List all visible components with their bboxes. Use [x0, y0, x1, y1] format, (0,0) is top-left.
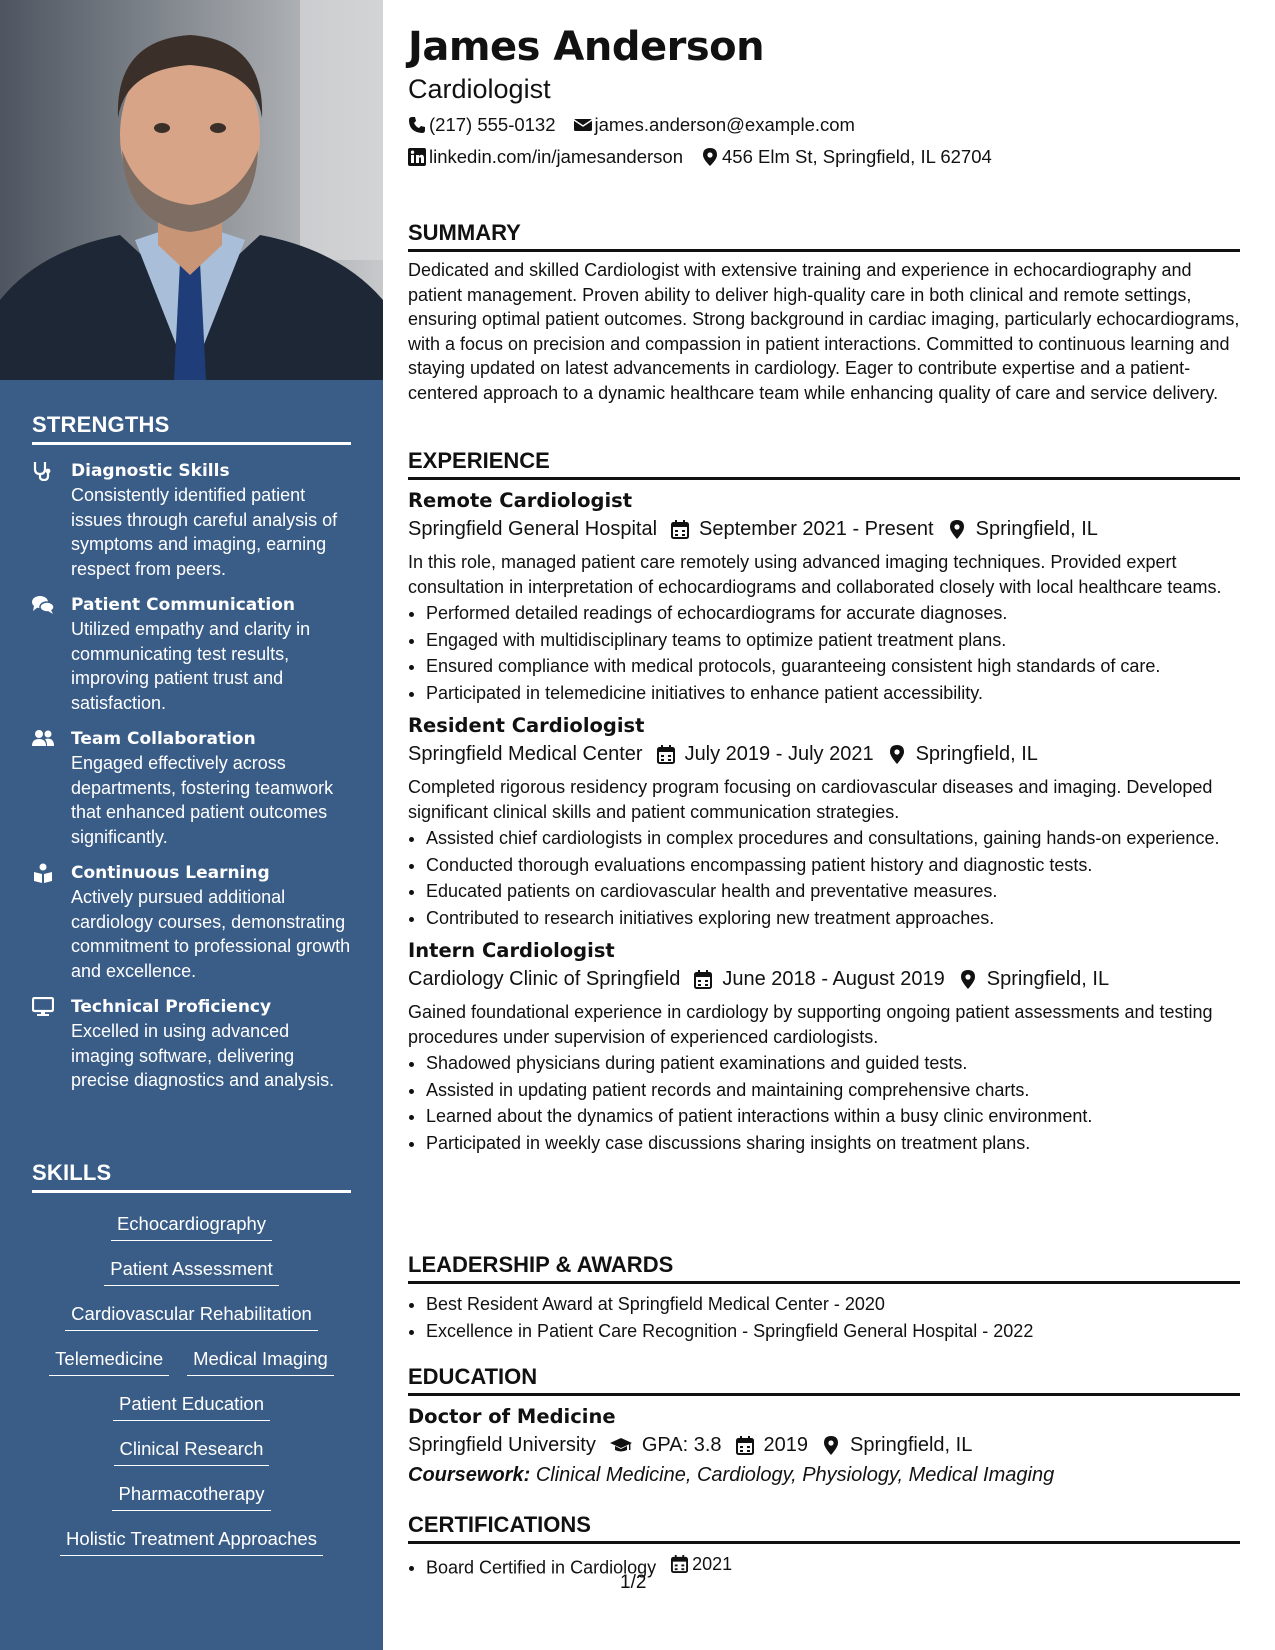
- job-entry: [408, 938, 1240, 1155]
- page-number: 1/2: [620, 1572, 647, 1593]
- job-meta: [408, 739, 1240, 769]
- strength-desc: Utilized empathy and clarity in communicating test results, improving patient trust and satisfaction.: [71, 619, 311, 713]
- job-bullet: • Participated in telemedicine initiatives to enhance patient accessibility.: [426, 681, 1240, 706]
- job-bullets: [408, 826, 1240, 930]
- profile-photo: [0, 0, 383, 380]
- job-bullet: • Contributed to research initiatives exploring new treatment approaches.: [426, 906, 1240, 931]
- job-bullet: • Ensured compliance with medical protocols, guaranteeing consistent high standards of care.: [426, 654, 1240, 679]
- skills-heading: SKILLS: [32, 1160, 351, 1193]
- address-contact: [701, 146, 992, 168]
- graduation-cap-icon: [610, 1436, 632, 1455]
- job-bullet: • Assisted in updating patient records and maintaining comprehensive charts.: [426, 1078, 1240, 1103]
- job-title: Remote Cardiologist: [408, 489, 633, 512]
- location-pin-icon: [959, 970, 977, 989]
- education-section: [408, 1364, 1240, 1490]
- education-heading: EDUCATION: [408, 1364, 1240, 1396]
- strength-title: Continuous Learning: [71, 863, 270, 883]
- users-icon: [32, 729, 54, 749]
- skill-tag: Cardiovascular Rehabilitation: [65, 1299, 318, 1331]
- email-contact[interactable]: [574, 114, 855, 136]
- skill-tag: Patient Assessment: [104, 1254, 278, 1286]
- job-entry: [408, 713, 1240, 930]
- job-bullet: • Learned about the dynamics of patient interactions within a busy clinic environment.: [426, 1104, 1240, 1129]
- job-bullet: • Assisted chief cardiologists in complex procedures and consultations, gaining hands-on experience.: [426, 826, 1240, 851]
- stethoscope-icon: [32, 461, 54, 481]
- education-location: [822, 1430, 972, 1460]
- summary-heading: SUMMARY: [408, 220, 1240, 252]
- linkedin-text: linkedin.com/in/jamesanderson: [429, 146, 683, 167]
- job-location-text: Springfield, IL: [915, 743, 1038, 765]
- phone-icon: [408, 116, 426, 134]
- certifications-section: [408, 1512, 1240, 1582]
- strength-item: [32, 861, 351, 983]
- calendar-icon: [671, 520, 689, 539]
- contact-row: [408, 146, 1010, 168]
- job-bullet: • Conducted thorough evaluations encompassing patient history and diagnostic tests.: [426, 853, 1240, 878]
- skill-tag: Telemedicine: [49, 1344, 169, 1376]
- job-bullet: • Educated patients on cardiovascular health and preventative measures.: [426, 879, 1240, 904]
- linkedin-icon: [408, 148, 426, 166]
- address-text: 456 Elm St, Springfield, IL 62704: [722, 146, 992, 167]
- strength-desc: Actively pursued additional cardiology courses, demonstrating commitment to professional growth and excellence.: [71, 887, 351, 981]
- job-location-text: Springfield, IL: [986, 968, 1110, 990]
- graduation-year: [736, 1430, 809, 1460]
- job-bullet: • Participated in weekly case discussions sharing insights on treatment plans.: [426, 1131, 1240, 1156]
- strength-item: [32, 727, 351, 849]
- skill-tag: Echocardiography: [111, 1209, 272, 1241]
- certifications-list: [408, 1552, 1240, 1580]
- summary-section: [408, 220, 1240, 405]
- monitor-icon: [32, 997, 54, 1017]
- job-bullet: • Shadowed physicians during patient examinations and guided tests.: [426, 1051, 1240, 1076]
- strength-title: Patient Communication: [71, 595, 296, 615]
- strength-item: [32, 593, 351, 715]
- year-text: 2019: [763, 1434, 809, 1456]
- school-name: Springfield University: [408, 1434, 596, 1456]
- skill-tag: Patient Education: [113, 1389, 270, 1421]
- job-dates: [671, 514, 934, 544]
- job-desc: Gained foundational experience in cardiology by supporting ongoing patient assessments and testing procedures under supervision of experienced cardiologists.: [408, 1002, 1213, 1047]
- degree-title: Doctor of Medicine: [408, 1405, 616, 1428]
- awards-heading: LEADERSHIP & AWARDS: [408, 1252, 1240, 1284]
- experience-section: [408, 448, 1240, 1157]
- coursework: [408, 1460, 1240, 1490]
- job-org: Springfield General Hospital: [408, 518, 658, 540]
- skill-tag: Clinical Research: [114, 1434, 270, 1466]
- envelope-icon: [574, 116, 592, 134]
- award-item: • Excellence in Patient Care Recognition - Springfield General Hospital - 2022: [426, 1319, 1240, 1344]
- award-item: • Best Resident Award at Springfield Medical Center - 2020: [426, 1292, 1240, 1317]
- calendar-icon: [671, 1555, 688, 1573]
- strength-title: Team Collaboration: [71, 729, 256, 749]
- location-pin-icon: [701, 148, 719, 166]
- job-meta: [408, 964, 1240, 994]
- job-desc: In this role, managed patient care remotely using advanced imaging techniques. Provided expert consultation in interpretation of echocardiograms and collaborated closely with local healthcare teams.: [408, 552, 1222, 597]
- coursework-text: Clinical Medicine, Cardiology, Physiology, Medical Imaging: [535, 1464, 1055, 1486]
- certification-item: [426, 1552, 1240, 1580]
- job-dates: [657, 739, 874, 769]
- contact-row: [408, 114, 873, 136]
- candidate-name: James Anderson: [408, 24, 765, 70]
- education-location-text: Springfield, IL: [850, 1434, 973, 1456]
- job-bullet: • Engaged with multidisciplinary teams to optimize patient treatment plans.: [426, 628, 1240, 653]
- job-entry: [408, 488, 1240, 705]
- strength-title: Diagnostic Skills: [71, 461, 230, 481]
- location-pin-icon: [888, 745, 906, 764]
- coursework-label: Coursework:: [408, 1464, 531, 1486]
- job-dates: [694, 964, 944, 994]
- strength-item: [32, 459, 351, 581]
- job-org: Springfield Medical Center: [408, 743, 643, 765]
- job-title: Intern Cardiologist: [408, 939, 615, 962]
- strength-desc: Engaged effectively across departments, fostering teamwork that enhanced patient outcomes significantly.: [71, 753, 334, 847]
- skills-list: [32, 1203, 351, 1563]
- calendar-icon: [694, 970, 712, 989]
- book-reader-icon: [32, 863, 54, 883]
- calendar-icon: [736, 1436, 754, 1455]
- chat-bubbles-icon: [32, 595, 54, 615]
- job-meta: [408, 514, 1240, 544]
- awards-section: [408, 1252, 1240, 1345]
- education-meta: [408, 1430, 1240, 1460]
- job-location-text: Springfield, IL: [975, 518, 1098, 540]
- job-bullet: • Performed detailed readings of echocardiograms for accurate diagnoses.: [426, 601, 1240, 626]
- job-location: [888, 739, 1038, 769]
- job-location: [948, 514, 1098, 544]
- strengths-heading: STRENGTHS: [32, 412, 351, 445]
- linkedin-contact[interactable]: [408, 146, 683, 168]
- awards-list: [408, 1292, 1240, 1343]
- job-org: Cardiology Clinic of Springfield: [408, 968, 681, 990]
- certification-year: [671, 1552, 732, 1577]
- strength-title: Technical Proficiency: [71, 997, 272, 1017]
- experience-heading: EXPERIENCE: [408, 448, 1240, 480]
- skill-tag: Holistic Treatment Approaches: [60, 1524, 323, 1556]
- skills-section: [32, 1160, 351, 1563]
- job-title: Resident Cardiologist: [408, 714, 645, 737]
- job-dates-text: June 2018 - August 2019: [722, 968, 945, 990]
- certification-name: Board Certified in Cardiology: [426, 1557, 657, 1578]
- job-bullets: [408, 601, 1240, 705]
- email-text: james.anderson@example.com: [594, 114, 855, 135]
- strength-item: [32, 995, 351, 1093]
- skill-tag: Medical Imaging: [187, 1344, 334, 1376]
- job-dates-text: July 2019 - July 2021: [684, 743, 874, 765]
- strength-desc: Consistently identified patient issues through careful analysis of symptoms and imaging, earning respect from peers.: [71, 485, 338, 579]
- job-location: [959, 964, 1109, 994]
- phone-text: (217) 555-0132: [429, 114, 556, 135]
- candidate-role: Cardiologist: [408, 74, 551, 104]
- gpa-text: GPA: 3.8: [641, 1434, 722, 1456]
- job-desc: Completed rigorous residency program focusing on cardiovascular diseases and imaging. Developed significant clinical skills and patient communication strategies.: [408, 777, 1213, 822]
- strength-desc: Excelled in using advanced imaging software, delivering precise diagnostics and analysis.: [71, 1021, 335, 1090]
- sidebar: [0, 0, 383, 1650]
- certification-year-text: 2021: [692, 1554, 733, 1574]
- strengths-section: [32, 412, 351, 1093]
- location-pin-icon: [948, 520, 966, 539]
- job-bullets: [408, 1051, 1240, 1155]
- location-pin-icon: [822, 1436, 840, 1455]
- certifications-heading: CERTIFICATIONS: [408, 1512, 1240, 1544]
- job-dates-text: September 2021 - Present: [699, 518, 934, 540]
- gpa: [610, 1430, 722, 1460]
- skill-tag: Pharmacotherapy: [112, 1479, 270, 1511]
- calendar-icon: [657, 745, 675, 764]
- phone-contact[interactable]: [408, 114, 556, 136]
- summary-text: Dedicated and skilled Cardiologist with extensive training and experience in echocardiography and patient management. Proven ability to deliver high-quality care in both clinical and remote settings, ensuring optimal patient outcomes. Strong background in cardiac imaging, particularly echocardiograms, with a focus on precision and compassion in patient interactions. Committed to continuous learning and staying updated on latest advancements in cardiology. Eager to contribute expertise and a patient-centered approach to a dynamic healthcare team while enhancing quality of care and service delivery.: [408, 260, 1240, 403]
